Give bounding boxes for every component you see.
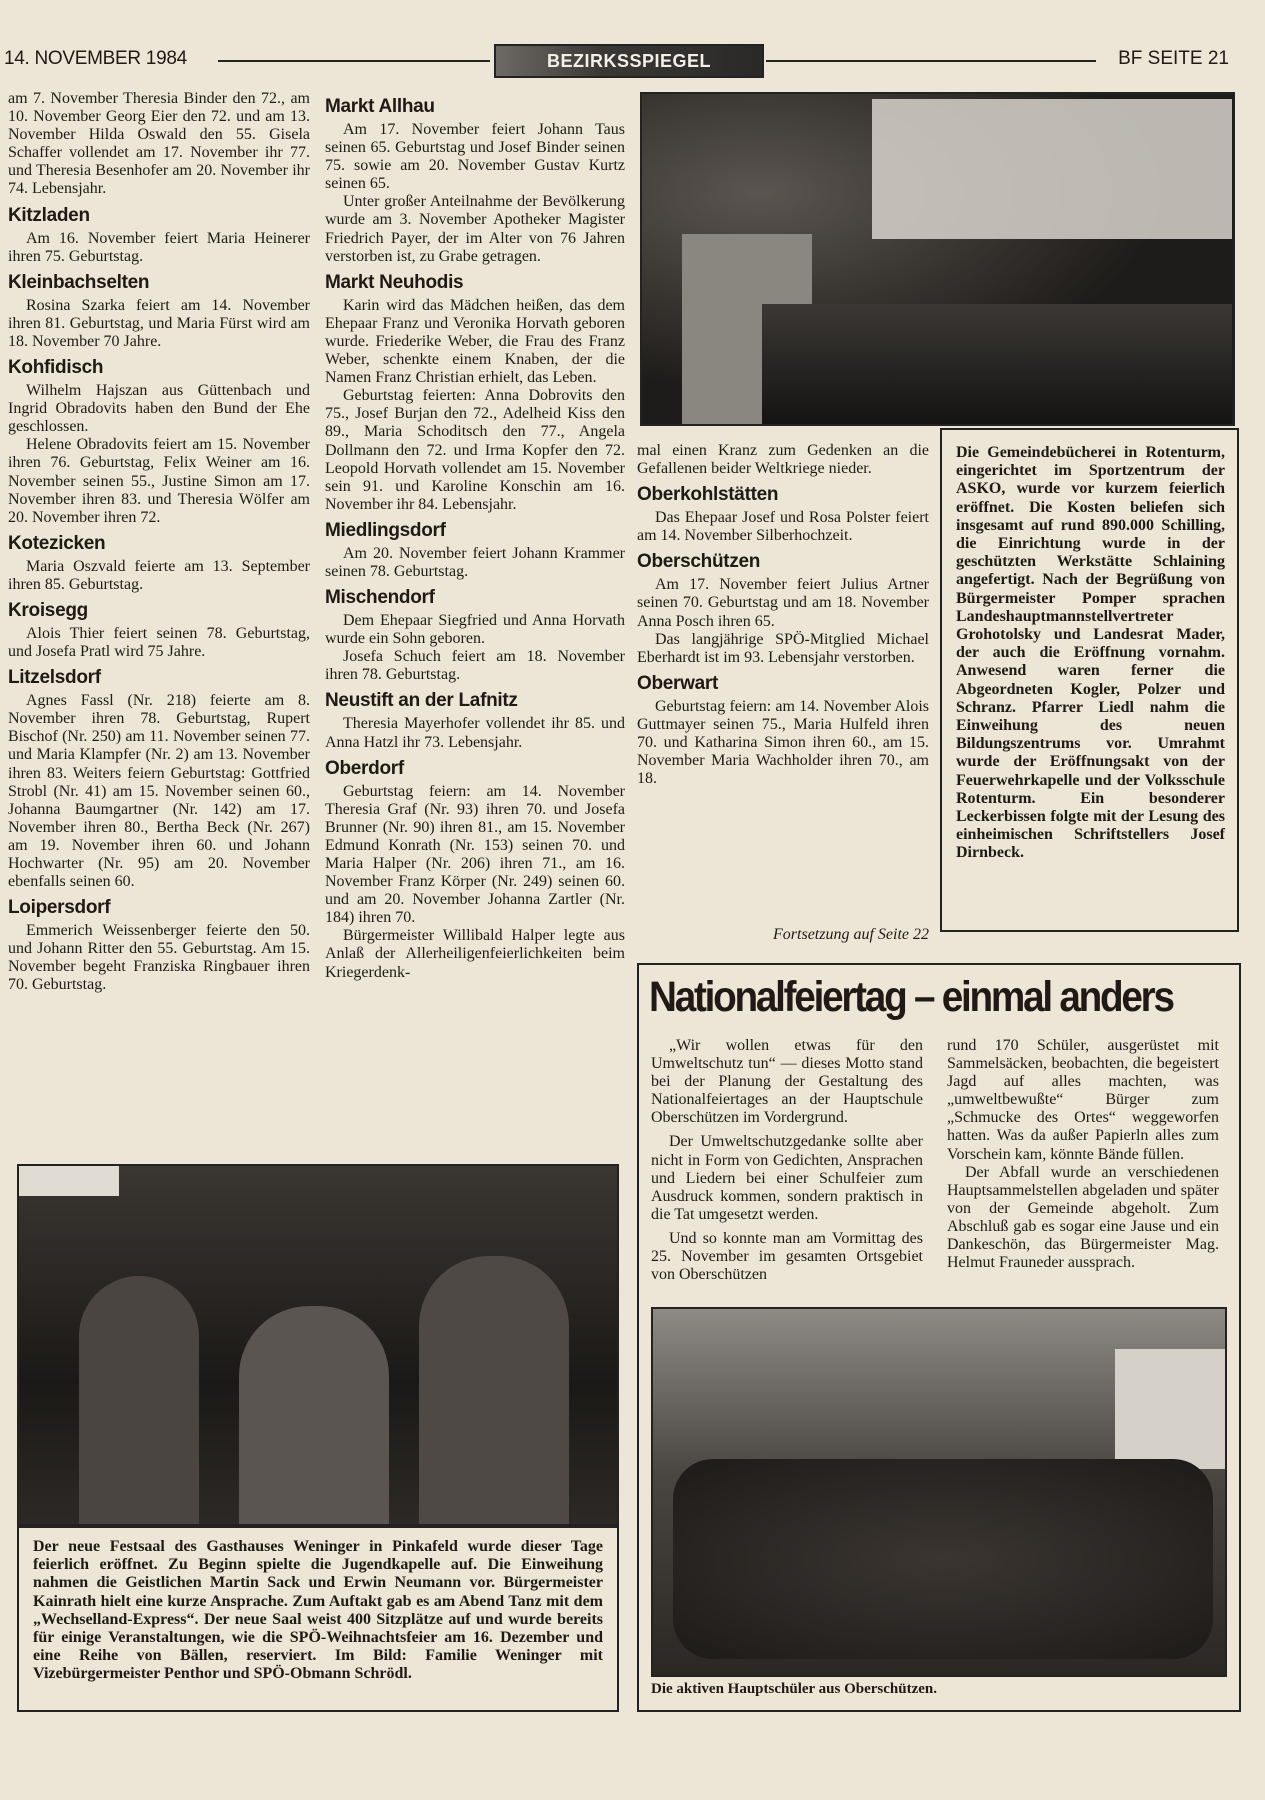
article-column-1 — [651, 1037, 923, 1290]
photo-caption: Die aktiven Hauptschüler aus Oberschützen. — [651, 1681, 937, 1697]
paragraph: Josefa Schuch feiert am 18. November ihren 78. Geburtstag. — [325, 648, 625, 684]
photo-weninger-family — [17, 1164, 619, 1528]
section-heading-litzelsdorf: Litzelsdorf — [8, 667, 101, 689]
paragraph: mal einen Kranz zum Gedenken an die Gefallenen beider Weltkriege nieder. — [637, 442, 929, 478]
paragraph: Das langjährige SPÖ-Mitglied Michael Eberhardt ist im 93. Lebensjahr verstorben. — [637, 630, 929, 666]
paragraph: Rosina Szarka feiert am 14. November ihren 81. Geburtstag, und Maria Fürst wird am 18. November 70 Jahre. — [8, 296, 310, 350]
rotenturm-text: Die Gemeindebücherei in Rotenturm, eingerichtet im Sportzentrum der ASKO, wurde vor kurzem feierlich eröffnet. Die Kosten beliefen sich insgesamt auf rund 890.000 Schilling, die Einrichtung wurde in der geschützten Werkstätte Schlaining angefertigt. Nach der Begrüßung von Bürgermeister Pomper sprachen Landeshauptmannstellvertreter Grohotolsky und Landesrat Mader, der auch die Eröffnung vornahm. Anwesend waren ferner die Abgeordneten Kogler, Polzer und Schranz. Pfarrer Liedl nahm die Einweihung des neuen Bildungszentrums vor. Umrahmt wurde der Eröffnungsakt von der Feuerwehrkapelle und der Volksschule Rotenturm. Ein besonderer Leckerbissen folgte mit der Lesung des einheimischen Schriftstellers Josef Dirnbeck. — [956, 444, 1225, 862]
article-headline: Nationalfeiertag – einmal anders — [649, 973, 1173, 1021]
section-heading-oberkohlsta-tten: Oberkohlstätten — [637, 484, 779, 506]
paragraph: Und so konnte man am Vormittag des 25. November im gesamten Ortsgebiet von Oberschützen — [651, 1229, 923, 1284]
paragraph: Am 17. November feiert Julius Artner seinen 70. Geburtstag und am 18. November Anna Posch ihren 65. — [637, 576, 929, 630]
paragraph: Geburtstag feiern: am 14. November Alois Guttmayer seinen 75., Maria Hulfeld ihren 70. und Katharina Simon ihren 60., am 15. November Maria Wachholder ihren 70., am 18. — [637, 697, 929, 788]
column-3 — [637, 442, 929, 788]
paragraph: Am 16. November feiert Maria Heinerer ihren 75. Geburtstag. — [8, 229, 310, 265]
paragraph: Am 17. November feiert Johann Taus seinen 65. Geburtstag und Josef Binder seinen 75. sowie am 20. November Gustav Kurtz seinen 65. — [325, 121, 625, 193]
paragraph: Dem Ehepaar Siegfried und Anna Horvath wurde ein Sohn geboren. — [325, 612, 625, 648]
paragraph: Das Ehepaar Josef und Rosa Polster feiert am 14. November Silberhochzeit. — [637, 509, 929, 545]
rotenturm-article-box — [940, 428, 1239, 932]
paragraph: Geburtstag feierten: Anna Dobrovits den 75., Josef Burjan den 72., Adelheid Kiss den 89., Maria Schoditsch den 77., Angela Dollmann den 72. und Irma Kopfer den 72. Leopold Horvath vollendet am 15. November sein 91. und Karoline Konschin am 16. November ihr 84. Lebensjahr. — [325, 387, 625, 513]
issue-date: 14. NOVEMBER 1984 — [4, 48, 187, 69]
paragraph: Helene Obradovits feiert am 15. November ihren 76. Geburtstag, Felix Weiner am 16. November seinen 55., Justine Simon am 17. November ihren 83. und Theresia Wölfer am 20. November ihren 72. — [8, 436, 310, 526]
section-heading-neustift-an-der-lafnitz: Neustift an der Lafnitz — [325, 690, 518, 712]
header-rule — [218, 60, 490, 62]
section-heading-mischendorf: Mischendorf — [325, 587, 435, 609]
paragraph: Agnes Fassl (Nr. 218) feierte am 8. November ihren 78. Geburtstag, Rupert Bischof (Nr. 250) am 11. November seinen 77. und Maria Klampfer (Nr. 2) am 13. November ihren 83. Weiters feiern Geburtstag: Gottfried Strobl (Nr. 41) am 15. November seinen 60., Johanna Baumgartner (Nr. 142) am 17. November ihren 80., Bertha Beck (Nr. 267) am 19. November ihren 60. und Johann Hochwarter (Nr. 95) am 20. November ebenfalls seinen 60. — [8, 692, 310, 891]
paragraph: Wilhelm Hajszan aus Güttenbach und Ingrid Obradovits haben den Bund der Ehe geschlossen. — [8, 382, 310, 436]
section-heading-oberdorf: Oberdorf — [325, 757, 404, 779]
paragraph: „Wir wollen etwas für den Umweltschutz tun“ — dieses Motto stand bei der Planung der Gestaltung des Nationalfeiertages an der Hauptschule Oberschützen im Vordergrund. — [651, 1037, 923, 1127]
weninger-caption-box — [17, 1524, 619, 1712]
paragraph: Bürgermeister Willibald Halper legte aus Anlaß der Allerheiligenfeierlichkeiten beim Kriegerdenk- — [325, 927, 625, 981]
paragraph: Maria Oszvald feierte am 13. September ihren 85. Geburtstag. — [8, 557, 310, 593]
section-heading-miedlingsdorf: Miedlingsdorf — [325, 519, 446, 541]
paragraph: Theresia Mayerhofer vollendet ihr 85. und Anna Hatzl ihr 73. Lebensjahr. — [325, 715, 625, 751]
column-2 — [325, 90, 625, 982]
paragraph: Am 20. November feiert Johann Krammer seinen 78. Geburtstag. — [325, 544, 625, 580]
page-header — [0, 44, 1265, 74]
paragraph: Alois Thier feiert seinen 78. Geburtstag, und Josefa Pratl wird 75 Jahre. — [8, 624, 310, 661]
section-heading-oberschu-tzen: Oberschützen — [637, 551, 761, 573]
section-heading-kitzladen: Kitzladen — [8, 204, 90, 226]
nationalfeiertag-article — [637, 963, 1241, 1712]
column-1 — [8, 90, 310, 995]
header-rule — [766, 60, 1096, 62]
paragraph: rund 170 Schüler, ausgerüstet mit Sammelsäcken, beobachten, die begeistert Jagd auf alles machten, was „umweltbewußte“ Bürger zum „Schmucke des Ortes“ weggeworfen hatten. Was da außer Papierln alles zum Vorschein kam, könnte Bände füllen. — [947, 1037, 1219, 1163]
photo-library-opening — [640, 92, 1235, 426]
section-heading-loipersdorf: Loipersdorf — [8, 897, 111, 919]
photo-students — [651, 1307, 1227, 1677]
paragraph: Unter großer Anteilnahme der Bevölkerung wurde am 3. November Apotheker Magister Friedrich Payer, der im Alter von 76 Jahren verstorben ist, zu Grabe getragen. — [325, 193, 625, 265]
paragraph: Karin wird das Mädchen heißen, das dem Ehepaar Franz und Veronika Horvath geboren wurde. Friederike Weber, die Frau des Franz Weber, schenkte einem Knaben, der die Namen Franz Christian erhielt, das Leben. — [325, 296, 625, 387]
article-column-2 — [947, 1037, 1219, 1278]
paragraph: Emmerich Weissenberger feierte den 50. und Johann Ritter den 55. Geburtstag. Am 15. November begeht Franziska Ringbauer ihren 70. Geburtstag. — [8, 922, 310, 994]
section-heading-oberwart: Oberwart — [637, 672, 719, 694]
section-heading-markt-allhau: Markt Allhau — [325, 96, 435, 117]
section-heading-kotezicken: Kotezicken — [8, 532, 106, 554]
paragraph: Geburtstag feiern: am 14. November Theresia Graf (Nr. 93) ihren 70. und Josefa Brunner (Nr. 90) ihren 81., am 15. November Edmund Konrath (Nr. 153) seinen 70. und Maria Halper (Nr. 206) ihren 71., am 16. November Franz Körper (Nr. 249) seinen 60. und am 20. November Johanna Zartler (Nr. 184) ihren 70. — [325, 782, 625, 927]
section-heading-kroisegg: Kroisegg — [8, 599, 88, 621]
weninger-caption: Der neue Festsaal des Gasthauses Weninger in Pinkafeld wurde dieser Tage feierlich eröffnet. Zu Beginn spielte die Jugendkapelle auf. Die Einweihung nahmen die Geistlichen Martin Sack und Erwin Neumann vor. Bürgermeister Kainrath hielt eine kurze Ansprache. Zum Auftakt gab es am Abend Tanz mit dem „Wechselland-Express“. Der neue Saal weist 400 Sitzplätze auf und wurde bereits für einige Veranstaltungen, wie die SPÖ-Weihnachtsfeier am 16. Dezember und eine Reihe von Bällen, reserviert. Im Bild: Familie Weninger mit Vizebürgermeister Penthor und SPÖ-Obmann Schrödl. — [33, 1538, 603, 1683]
paragraph: am 7. November Theresia Binder den 72., am 10. November Georg Eier den 72. und am 13. November Hilda Oswald den 55. Gisela Schaffer vollendet am 17. November ihr 77. und Theresia Besenhofer am 20. November ihr 74. Lebensjahr. — [8, 90, 310, 198]
section-heading-kleinbachselten: Kleinbachselten — [8, 271, 150, 293]
page-number: BF SEITE 21 — [1118, 48, 1229, 69]
section-heading-markt-neuhodis: Markt Neuhodis — [325, 271, 464, 293]
continuation-note: Fortsetzung auf Seite 22 — [773, 926, 929, 943]
continuation-wrap — [637, 918, 929, 944]
paragraph: Der Umweltschutzgedanke sollte aber nicht in Form von Gedichten, Ansprachen und Liedern bei einer Schulfeier zum Ausdruck kommen, sondern praktisch in die Tat umgesetzt werden. — [651, 1133, 923, 1223]
section-logo: BEZIRKSSPIEGEL — [494, 44, 764, 78]
paragraph: Der Abfall wurde an verschiedenen Hauptsammelstellen abgeladen und später von der Gemeinde abgeholt. Zum Abschluß gab es sogar eine Jause und ein Dankeschön, das Bürgermeister Mag. Helmut Frauneder aussprach. — [947, 1163, 1219, 1272]
section-heading-kohfidisch: Kohfidisch — [8, 357, 104, 379]
